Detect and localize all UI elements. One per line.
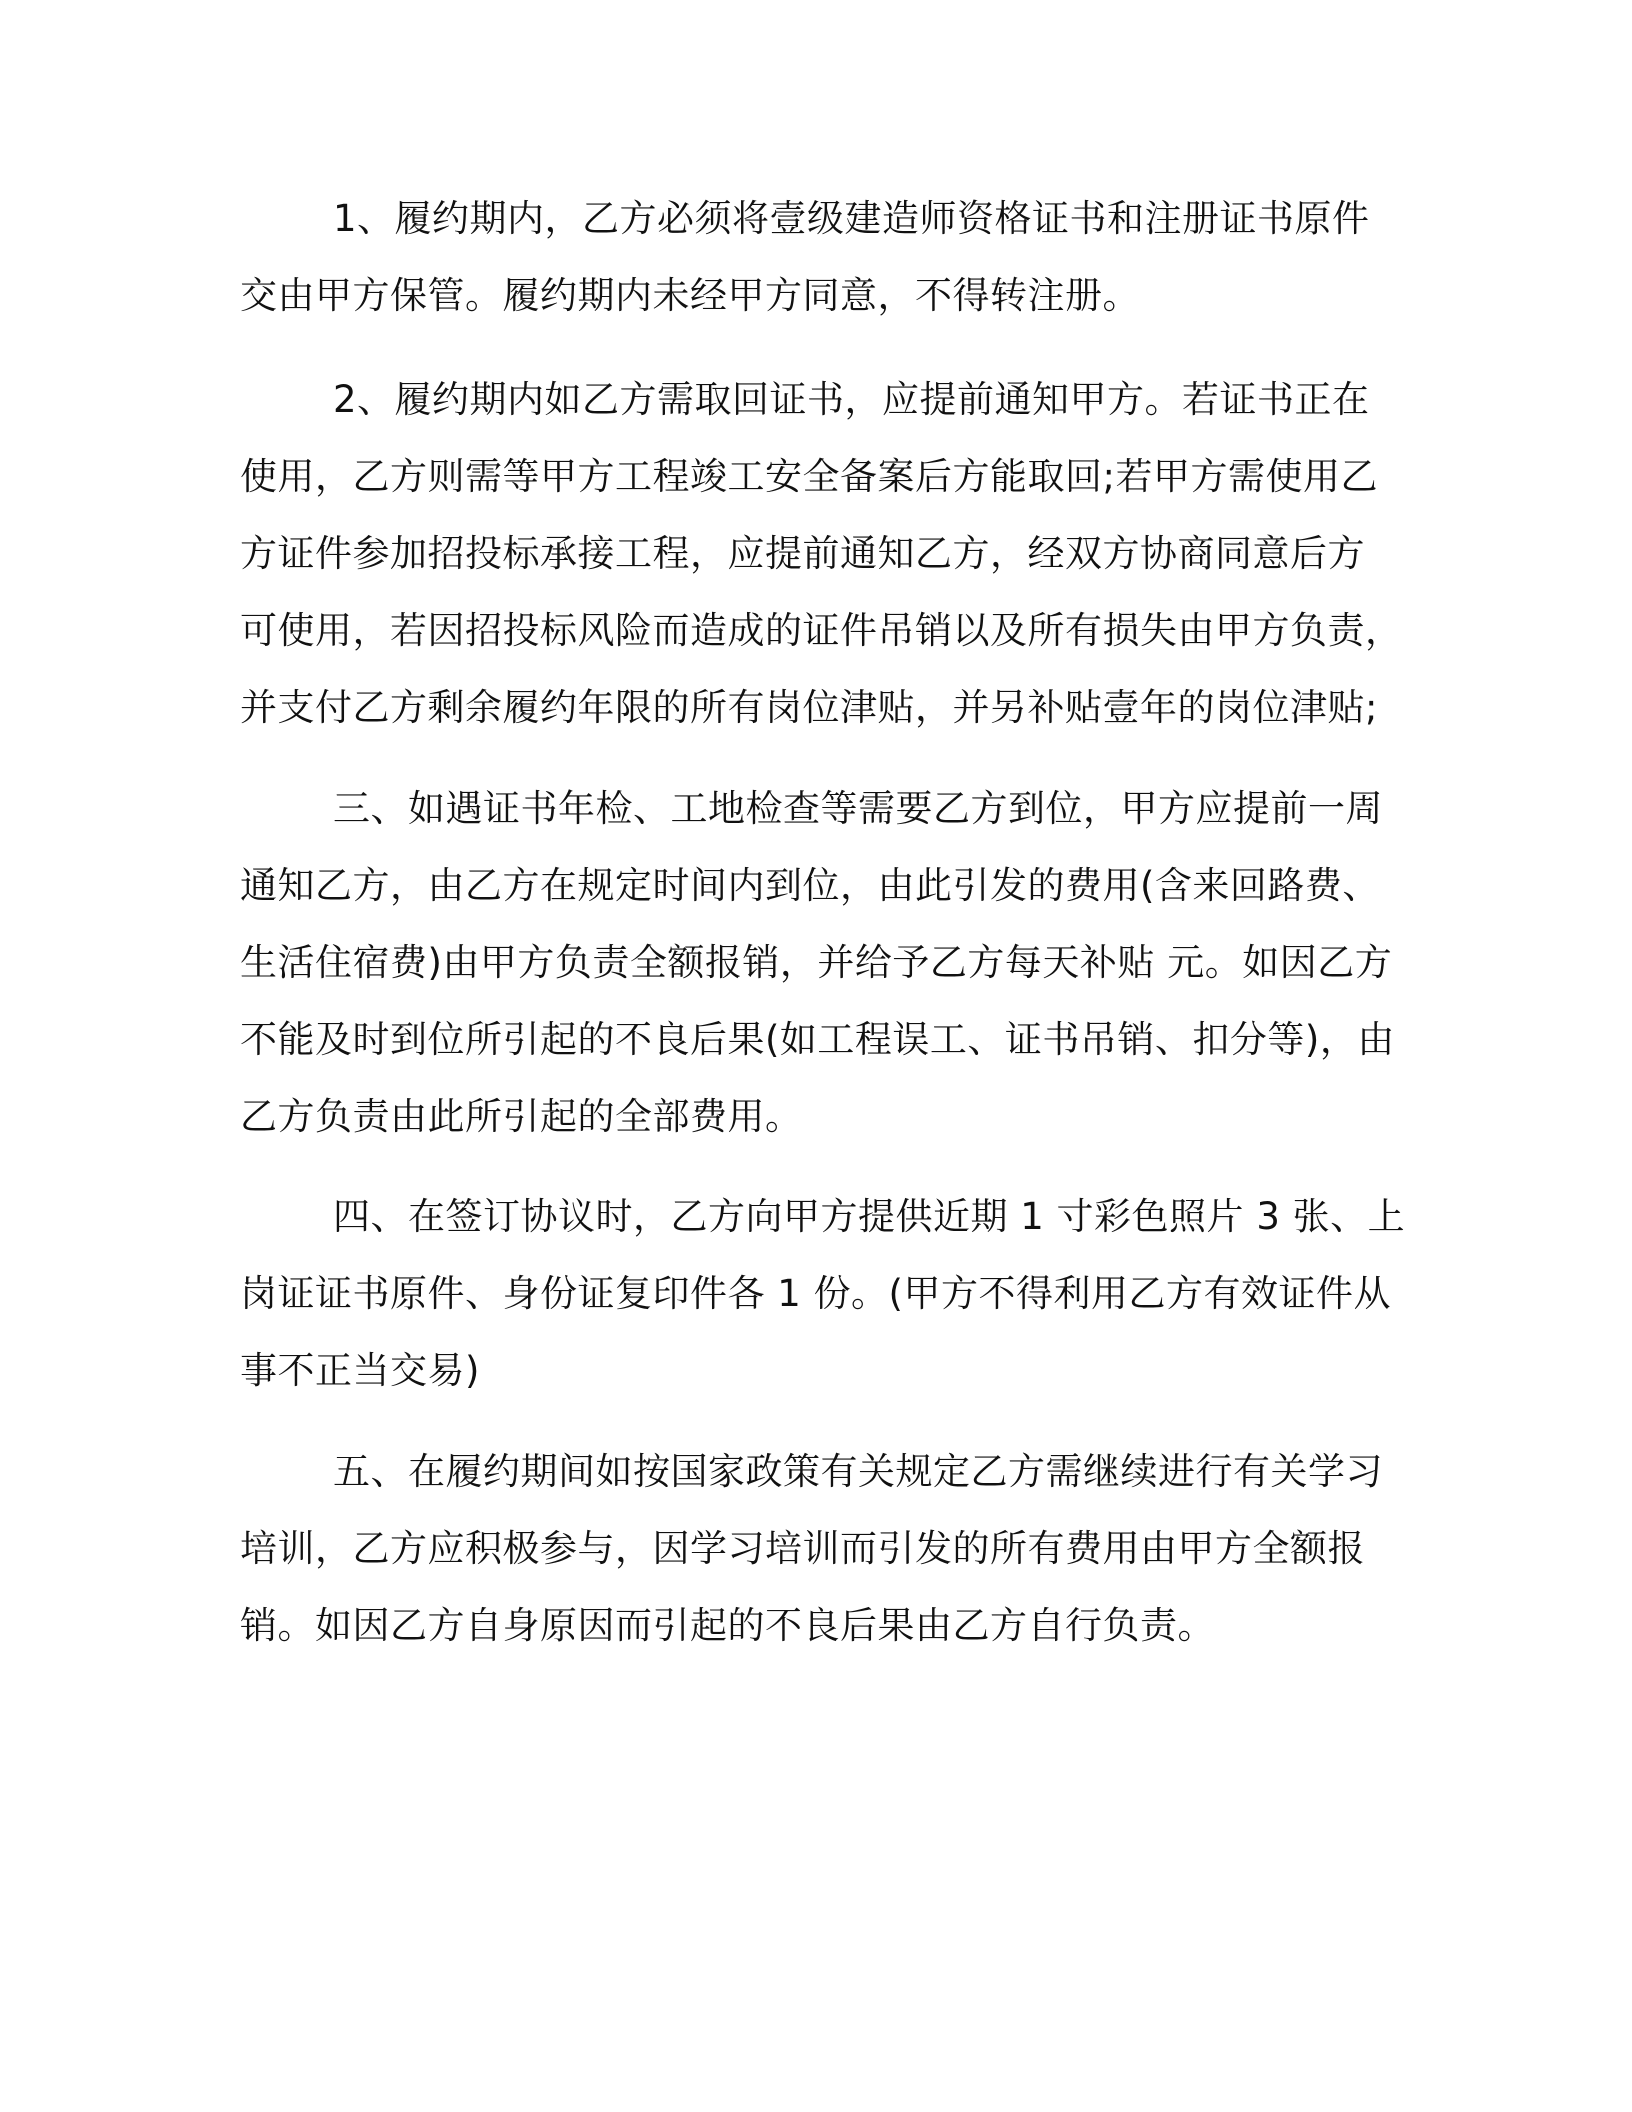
clause-4 <box>240 1178 1406 1409</box>
text-line: 岗证证书原件、身份证复印件各 1 份。(甲方不得利用乙方有效证件从 <box>240 1272 1391 1315</box>
text-line: 销。如因乙方自身原因而引起的不良后果由乙方自行负责。 <box>240 1604 1215 1647</box>
text-line: 三、如遇证书年检、工地检查等需要乙方到位，甲方应提前一周 <box>333 787 1383 830</box>
clause-3 <box>240 770 1395 1155</box>
text-line: 并支付乙方剩余履约年限的所有岗位津贴，并另补贴壹年的岗位津贴; <box>240 686 1378 729</box>
text-line: 使用，乙方则需等甲方工程竣工安全备案后方能取回;若甲方需使用乙 <box>240 455 1378 498</box>
text-line: 不能及时到位所引起的不良后果(如工程误工、证书吊销、扣分等)，由 <box>240 1018 1395 1061</box>
text-line: 2、履约期内如乙方需取回证书，应提前通知甲方。若证书正在 <box>333 378 1370 421</box>
text-line: 四、在签订协议时，乙方向甲方提供近期 1 寸彩色照片 3 张、上 <box>333 1195 1406 1238</box>
text-line: 事不正当交易) <box>240 1349 480 1392</box>
clause-2 <box>240 361 1403 746</box>
text-line: 交由甲方保管。履约期内未经甲方同意，不得转注册。 <box>240 274 1140 317</box>
text-line: 乙方负责由此所引起的全部费用。 <box>240 1095 803 1138</box>
text-line: 可使用，若因招投标风险而造成的证件吊销以及所有损失由甲方负责， <box>240 609 1403 652</box>
clause-1 <box>240 180 1380 334</box>
text-line: 方证件参加招投标承接工程，应提前通知乙方，经双方协商同意后方 <box>240 532 1365 575</box>
text-line: 通知乙方，由乙方在规定时间内到位，由此引发的费用(含来回路费、 <box>240 864 1380 907</box>
text-line: 五、在履约期间如按国家政策有关规定乙方需继续进行有关学习 <box>333 1450 1383 1493</box>
text-line: 培训，乙方应积极参与，因学习培训而引发的所有费用由甲方全额报 <box>240 1527 1365 1570</box>
clause-5 <box>240 1433 1383 1664</box>
text-line: 生活住宿费)由甲方负责全额报销，并给予乙方每天补贴 元。如因乙方 <box>240 941 1393 984</box>
text-line: 1、履约期内，乙方必须将壹级建造师资格证书和注册证书原件 <box>333 197 1370 240</box>
